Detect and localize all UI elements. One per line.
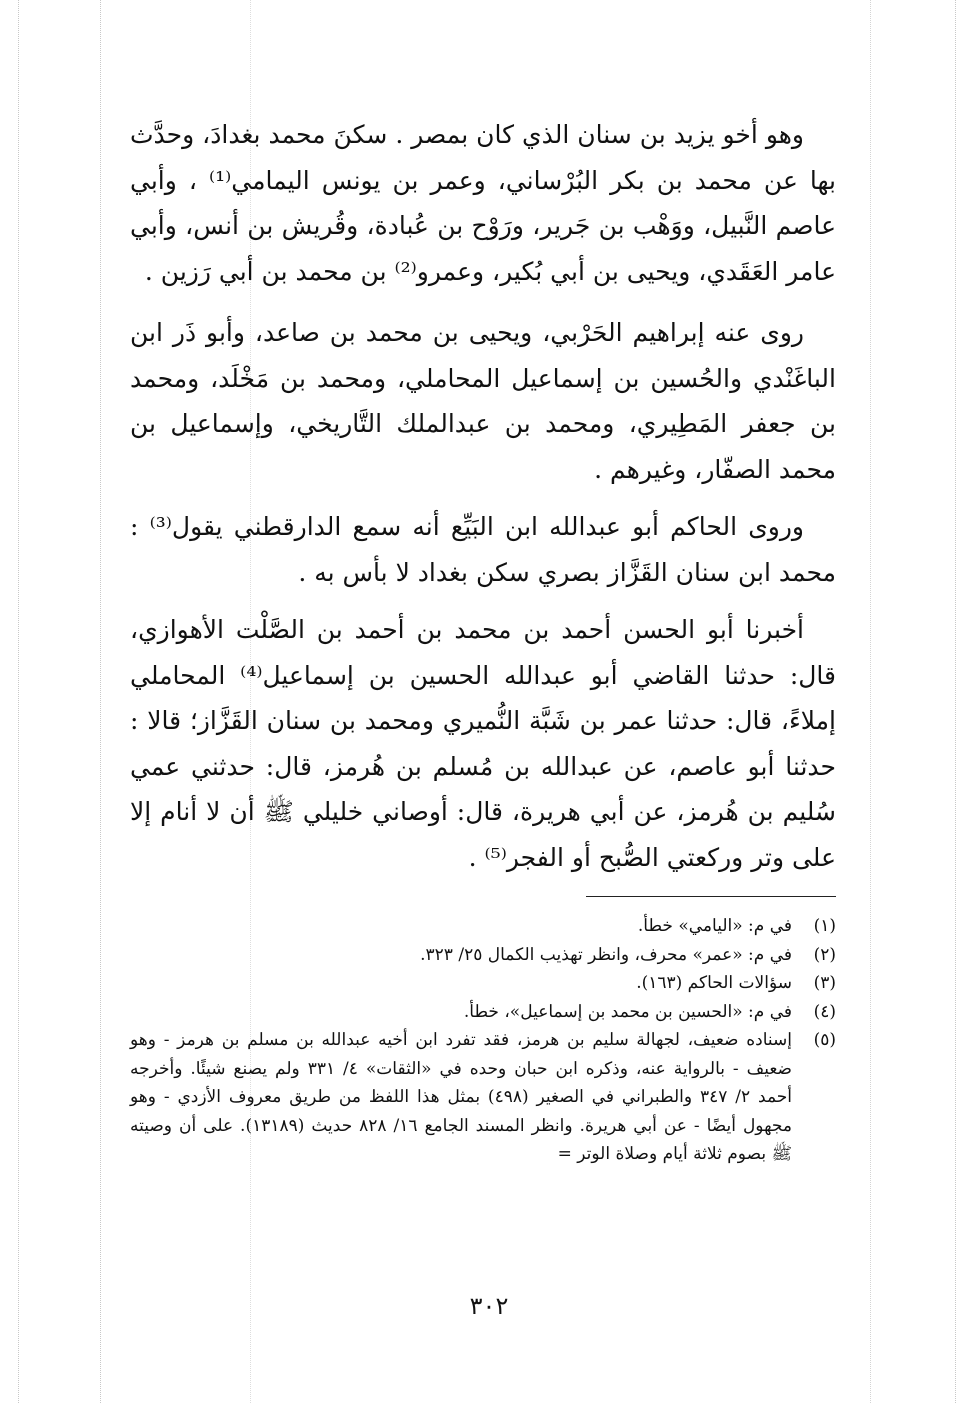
page-number: ٣٠٢ [469,1292,509,1320]
footnotes [130,912,836,1169]
main-text [130,112,836,880]
footnote-separator [586,896,836,897]
scan-artifact-line [100,0,101,1403]
paragraph-biography: وهو أخو يزيد بن سنان الذي كان بمصر . سكنَ محمد بغدادَ، وحدَّث بها عن محمد بن بكر البُرْساني، وعمر بن يونس اليمامي⁽¹⁾ ، وأبي عاصم النَّبيل، ووَهْب بن جَرير، ورَوْح بن عُبادة، وقُريش بن أنس، وأبي عامر العَقَدي، ويحيى بن أبي بُكير، وعمرو⁽²⁾ بن محمد بن أبي رَزين . [130,120,836,286]
footnote-item [130,998,836,1027]
footnote-text: في م: «اليامي» خطأ. [637,916,792,936]
scan-artifact-line [18,0,19,1403]
footnote-item [130,1026,836,1169]
footnote-number: (٢) [813,944,836,965]
scan-artifact-line [955,0,956,1403]
footnote-item [130,941,836,970]
footnote-text: في م: «الحسين بن محمد بن إسماعيل»، خطأ. [463,1001,792,1022]
footnote-text: في م: «عمر» محرف، وانظر تهذيب الكمال ٢٥/ ٣٢٣. [420,944,792,965]
paragraph-hakim-quote: وروى الحاكم أبو عبدالله ابن البَيِّع أنه سمع الدارقطني يقول⁽³⁾ : محمد ابن سنان القَزَّاز بصري سكن بغداد لا بأس به . [130,512,836,587]
footnote-number: (٥) [813,1030,836,1050]
footnote-item [130,912,836,941]
footnote-number: (٣) [813,973,836,993]
paragraph-hadith: أخبرنا أبو الحسن أحمد بن محمد بن أحمد بن الصَّلْت الأهوازي، قال: حدثنا القاضي أبو عبدالله الحسين بن إسماعيل⁽⁴⁾ المحاملي إملاءً، قال: حدثنا عمر بن شَبَّة النُّميري ومحمد بن سنان القَزَّاز؛ قالا : حدثنا أبو عاصم، عن عبدالله بن مُسلم بن هُرمز، قال: حدثني عمي سُليم بن هُرمز، عن أبي هريرة، قال: أوصاني خليلي ﷺ أن لا أنام إلا على وتر وركعتي الصُّبح أو الفجر⁽⁵⁾ . [130,615,836,872]
footnote-item [130,969,836,998]
footnote-text: سؤالات الحاكم (١٦٣). [636,973,792,993]
footnote-text: إسناده ضعيف، لجهالة سليم بن هرمز، فقد تفرد ابن أخيه عبدالله بن مسلم بن هرمز - وهو ضعيف - بالرواية عنه، وذكره ابن حبان وحده في «الثقات» ٤/ ٣٣١ ولم يصنع شيئًا. وأخرجه أحمد ٢/ ٣٤٧ والطبراني في الصغير (٤٩٨) بمثل هذا اللفظ من طريق معروف الأزدي - وهو مجهول أيضًا - عن أبي هريرة. وانظر المسند الجامع ١٦/ ٨٢٨ حديث (١٣١٨٩). على أن وصيته ﷺ بصوم ثلاثة أيام وصلاة الوتر = [130,1030,793,1164]
paragraph-narrators: روى عنه إبراهيم الحَرْبي، ويحيى بن محمد بن صاعد، وأبو ذَر ابن الباغَنْدي والحُسين بن إسماعيل المحاملي، ومحمد بن مَخْلَد، ومحمد بن جعفر المَطِيري، ومحمد بن عبدالملك التَّاريخي، وإسماعيل بن محمد الصفّار، وغيرهم . [130,318,836,484]
footnote-number: (١) [813,916,836,936]
scan-artifact-line [870,0,871,1403]
footnote-number: (٤) [813,1001,836,1022]
